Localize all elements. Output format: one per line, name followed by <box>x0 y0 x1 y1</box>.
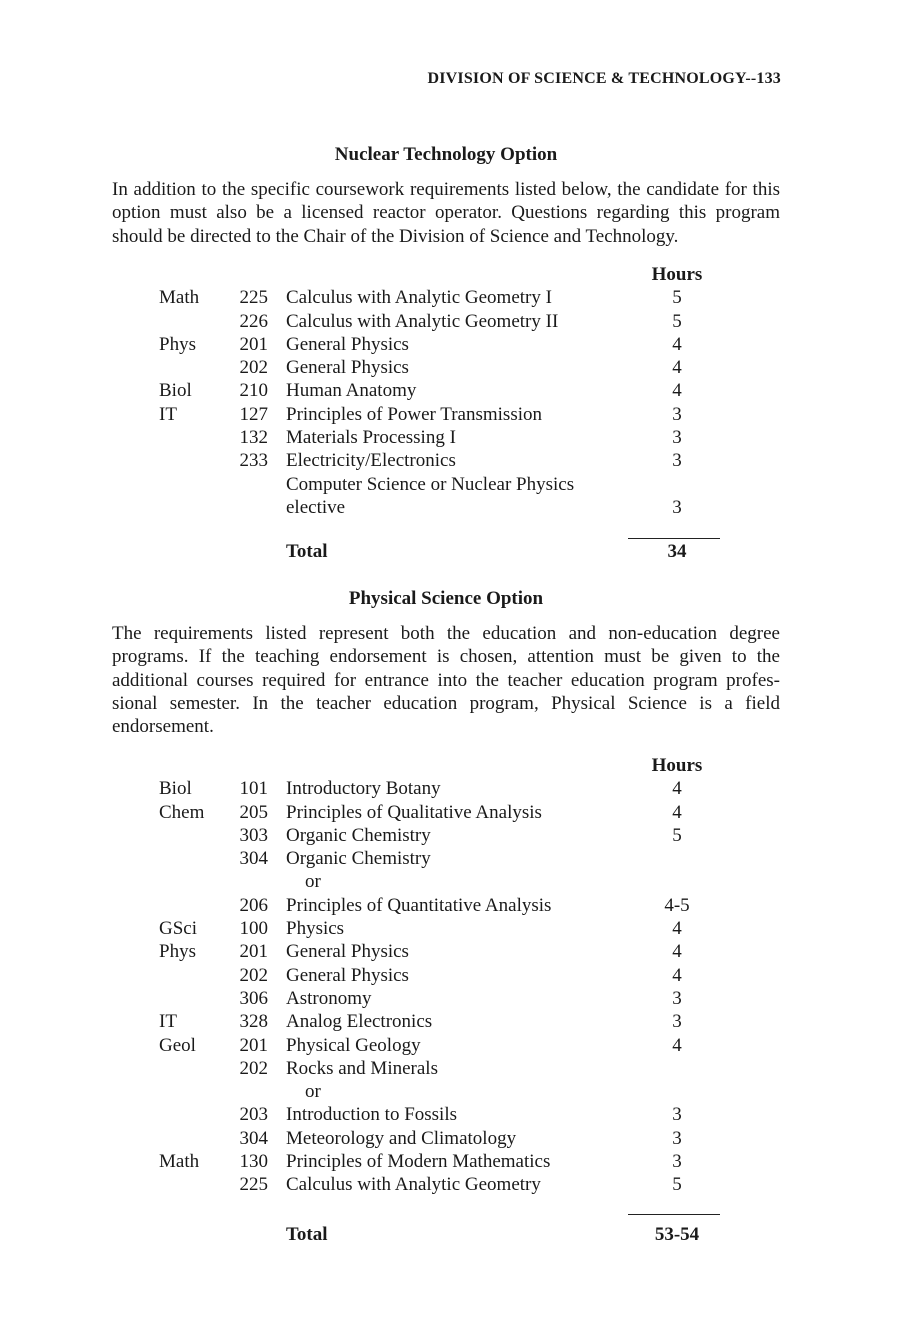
course-number: 203 <box>239 1104 268 1126</box>
course-number: 303 <box>239 824 268 846</box>
course-title: General Physics <box>286 357 409 379</box>
table-row <box>0 1127 899 1150</box>
course-hours: 4-5 <box>664 894 690 916</box>
course-number: 127 <box>239 403 268 425</box>
course-hours: 4 <box>672 941 682 963</box>
hours-column-header: Hours <box>651 755 703 776</box>
table-header-row <box>0 263 899 286</box>
physical-intro-paragraph: The requirements listed represent both the education and non-education degree programs. If the teaching endorsement is chosen, attention must be given to the additional courses required for entrance into the teacher education program profes-sional semester. In the teacher education program, Physical Science is a field endorsement. <box>112 623 780 738</box>
table-row <box>0 824 899 847</box>
running-head: DIVISION OF SCIENCE & TECHNOLOGY--133 <box>427 70 781 87</box>
course-number: 100 <box>239 918 268 940</box>
nuclear-section-title: Nuclear Technology Option <box>334 144 558 165</box>
course-department: Biol <box>159 380 192 402</box>
table-row <box>0 894 899 917</box>
course-title: Principles of Quantitative Analysis <box>286 894 552 916</box>
table-row <box>0 801 899 824</box>
nuclear-course-rows <box>0 286 899 519</box>
total-hours: 34 <box>667 541 687 562</box>
course-number: 306 <box>239 987 268 1009</box>
nuclear-intro-paragraph: In addition to the specific coursework requirements listed below, the candidate for this option must also be a licensed reactor operator. Questions regarding this program should be directed to the Chair of the Division of Science and Technology. <box>112 179 780 247</box>
course-hours: 5 <box>672 310 682 332</box>
table-row <box>0 1103 899 1126</box>
course-number: 202 <box>239 964 268 986</box>
physical-course-rows <box>0 777 899 1196</box>
course-number: 226 <box>239 310 268 332</box>
course-title: Organic Chemistry <box>286 848 431 870</box>
course-department: Math <box>159 1151 200 1173</box>
course-title: Materials Processing I <box>286 427 456 449</box>
table-row <box>0 1010 899 1033</box>
course-title: Meteorology and Climatology <box>286 1127 517 1149</box>
course-department: Chem <box>159 801 205 823</box>
nuclear-total-row <box>0 540 899 563</box>
course-number: 225 <box>239 287 268 309</box>
course-hours: 4 <box>672 918 682 940</box>
course-title: Physical Geology <box>286 1034 421 1056</box>
table-row <box>0 1080 899 1103</box>
course-title: Computer Science or Nuclear Physics <box>286 473 575 495</box>
course-department: IT <box>159 1011 177 1033</box>
course-department: GSci <box>159 918 197 940</box>
course-hours: 4 <box>672 964 682 986</box>
course-number: 206 <box>239 894 268 916</box>
course-number: 201 <box>239 333 268 355</box>
nuclear-course-table <box>0 263 899 519</box>
course-hours: 3 <box>672 427 682 449</box>
course-title: Electricity/Electronics <box>286 450 456 472</box>
table-row <box>0 1150 899 1173</box>
course-hours: 3 <box>672 403 682 425</box>
course-number: 225 <box>239 1174 268 1196</box>
course-department: Phys <box>159 941 196 963</box>
course-hours: 3 <box>672 450 682 472</box>
course-title: Analog Electronics <box>286 1011 433 1033</box>
course-hours: 4 <box>672 357 682 379</box>
or-connector: or <box>305 871 321 893</box>
course-hours: 5 <box>672 287 682 309</box>
total-label: Total <box>286 541 328 562</box>
table-header-row <box>0 754 899 777</box>
course-number: 132 <box>239 427 268 449</box>
table-row <box>0 449 899 472</box>
table-row <box>0 987 899 1010</box>
course-hours: 5 <box>672 824 682 846</box>
table-row <box>0 847 899 870</box>
table-row <box>0 1034 899 1057</box>
course-number: 201 <box>239 941 268 963</box>
course-number: 210 <box>239 380 268 402</box>
course-department: Biol <box>159 778 192 800</box>
course-hours: 4 <box>672 801 682 823</box>
course-title: Organic Chemistry <box>286 824 431 846</box>
course-title: Human Anatomy <box>286 380 417 402</box>
course-title: Physics <box>286 918 345 940</box>
physical-course-table <box>0 754 899 1197</box>
table-row <box>0 473 899 496</box>
table-row <box>0 940 899 963</box>
physical-total-rule <box>628 1214 720 1215</box>
course-title: Calculus with Analytic Geometry I <box>286 287 552 309</box>
hours-column-header: Hours <box>651 264 703 285</box>
course-title: Calculus with Analytic Geometry II <box>286 310 559 332</box>
course-title: General Physics <box>286 964 409 986</box>
table-row <box>0 870 899 893</box>
course-department: IT <box>159 403 177 425</box>
course-number: 205 <box>239 801 268 823</box>
table-row <box>0 403 899 426</box>
course-title: Principles of Modern Mathematics <box>286 1151 551 1173</box>
table-row <box>0 1173 899 1196</box>
table-row <box>0 917 899 940</box>
table-row <box>0 356 899 379</box>
course-number: 202 <box>239 357 268 379</box>
course-number: 304 <box>239 848 268 870</box>
total-label: Total <box>286 1224 328 1245</box>
course-number: 130 <box>239 1151 268 1173</box>
total-hours: 53-54 <box>654 1224 700 1245</box>
course-department: Math <box>159 287 200 309</box>
table-row <box>0 426 899 449</box>
physical-section-title: Physical Science Option <box>348 588 544 609</box>
course-number: 304 <box>239 1127 268 1149</box>
course-title: Introductory Botany <box>286 778 441 800</box>
course-title: General Physics <box>286 333 409 355</box>
course-title: Principles of Power Transmission <box>286 403 542 425</box>
course-hours: 4 <box>672 333 682 355</box>
table-row <box>0 310 899 333</box>
course-department: Phys <box>159 333 196 355</box>
course-title: Introduction to Fossils <box>286 1104 458 1126</box>
course-hours: 5 <box>672 1174 682 1196</box>
table-row <box>0 1057 899 1080</box>
table-row <box>0 777 899 800</box>
nuclear-total-rule <box>628 538 720 539</box>
course-number: 233 <box>239 450 268 472</box>
course-hours: 4 <box>672 1034 682 1056</box>
course-title: elective <box>286 496 346 518</box>
table-row <box>0 496 899 519</box>
table-row <box>0 333 899 356</box>
table-row <box>0 379 899 402</box>
course-hours: 3 <box>672 1151 682 1173</box>
course-title: General Physics <box>286 941 409 963</box>
course-hours: 3 <box>672 496 682 518</box>
course-hours: 3 <box>672 987 682 1009</box>
course-number: 328 <box>239 1011 268 1033</box>
course-number: 201 <box>239 1034 268 1056</box>
course-title: Rocks and Minerals <box>286 1057 438 1079</box>
course-number: 101 <box>239 778 268 800</box>
course-hours: 3 <box>672 1011 682 1033</box>
or-connector: or <box>305 1081 321 1103</box>
course-hours: 4 <box>672 380 682 402</box>
course-department: Geol <box>159 1034 196 1056</box>
course-number: 202 <box>239 1057 268 1079</box>
course-title: Calculus with Analytic Geometry <box>286 1174 541 1196</box>
course-hours: 3 <box>672 1104 682 1126</box>
course-hours: 3 <box>672 1127 682 1149</box>
table-row <box>0 964 899 987</box>
table-row <box>0 286 899 309</box>
course-hours: 4 <box>672 778 682 800</box>
course-title: Astronomy <box>286 987 372 1009</box>
physical-total-row <box>0 1223 899 1246</box>
course-title: Principles of Qualitative Analysis <box>286 801 542 823</box>
